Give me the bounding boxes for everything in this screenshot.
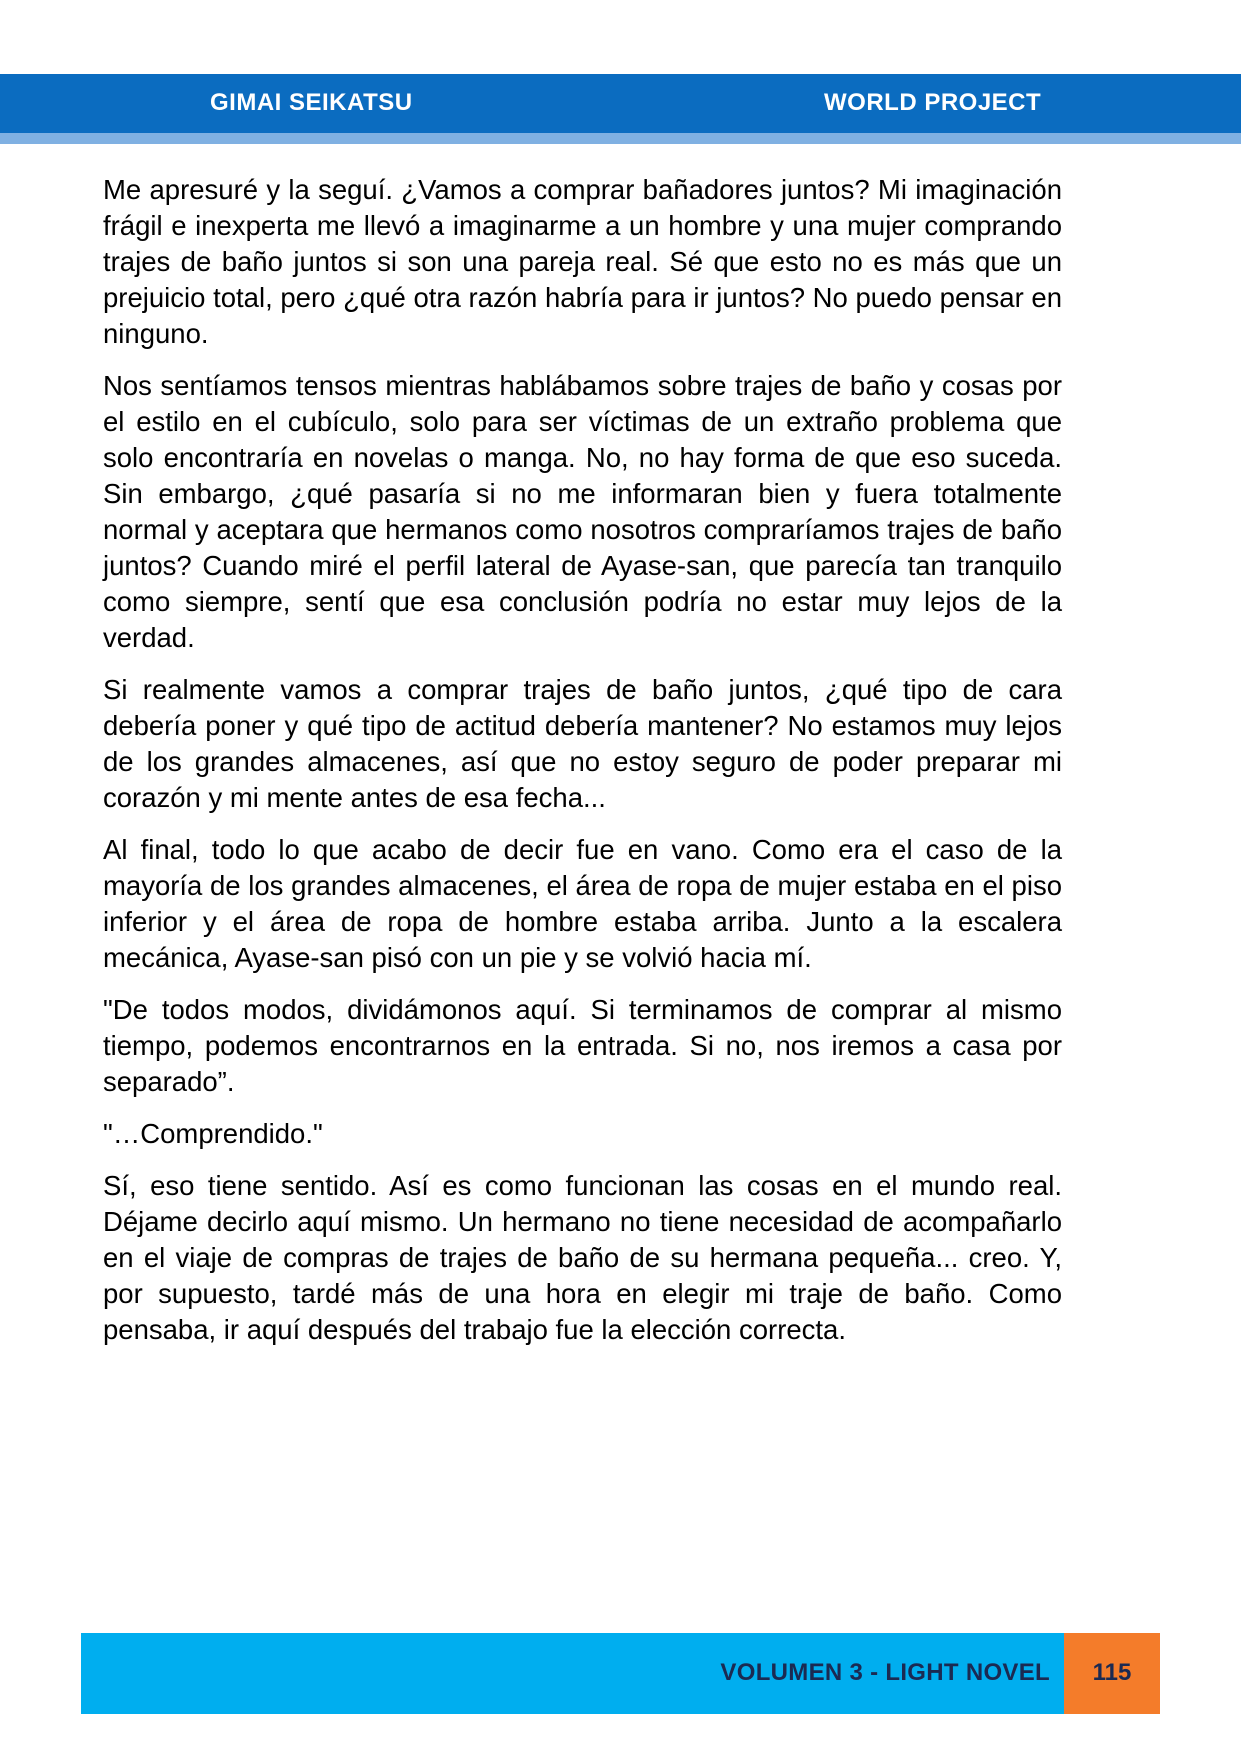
paragraph: Si realmente vamos a comprar trajes de baño juntos, ¿qué tipo de cara debería poner y qué tipo de actitud debería mantener? No estamos muy lejos de los grandes almacenes, así que no estoy seguro de poder preparar mi corazón y mi mente antes de esa fecha... [103,674,1062,813]
footer-volume-label: VOLUMEN 3 - LIGHT NOVEL [720,1659,1050,1686]
header-band [0,74,1241,133]
header-stripe [0,133,1241,144]
header-series-title: GIMAI SEIKATSU [210,89,413,116]
paragraph: Al final, todo lo que acabo de decir fue en vano. Como era el caso de la mayoría de los grandes almacenes, el área de ropa de mujer estaba en el piso inferior y el área de ropa de hombre estaba arriba. Junto a la escalera mecánica, Ayase-san pisó con un pie y se volvió hacia mí. [103,834,1062,973]
body-text [103,172,1062,1364]
page-number: 115 [1092,1659,1132,1686]
paragraph: Nos sentíamos tensos mientras hablábamos sobre trajes de baño y cosas por el estilo en el cubículo, solo para ser víctimas de un extraño problema que solo encontraría en novelas o manga. No, no hay forma de que eso suceda. Sin embargo, ¿qué pasaría si no me informaran bien y fuera totalmente normal y aceptara que hermanos como nosotros compraríamos trajes de baño juntos? Cuando miré el perfil lateral de Ayase-san, que parecía tan tranquilo como siempre, sentí que esa conclusión podría no estar muy lejos de la verdad. [103,370,1062,653]
paragraph: Sí, eso tiene sentido. Así es como funcionan las cosas en el mundo real. Déjame decirlo aquí mismo. Un hermano no tiene necesidad de acompañarlo en el viaje de compras de trajes de baño de su hermana pequeña... creo. Y, por supuesto, tardé más de una hora en elegir mi traje de baño. Como pensaba, ir aquí después del trabajo fue la elección correcta. [103,1170,1062,1345]
paragraph: "De todos modos, dividámonos aquí. Si terminamos de comprar al mismo tiempo, podemos encontrarnos en la entrada. Si no, nos iremos a casa por separado”. [103,994,1062,1097]
header-publisher-title: WORLD PROJECT [824,89,1042,116]
paragraph: "…Comprendido." [103,1118,323,1149]
paragraph: Me apresuré y la seguí. ¿Vamos a comprar bañadores juntos? Mi imaginación frágil e inexperta me llevó a imaginarme a un hombre y una mujer comprando trajes de baño juntos si son una pareja real. Sé que esto no es más que un prejuicio total, pero ¿qué otra razón habría para ir juntos? No puedo pensar en ninguno. [103,174,1062,349]
